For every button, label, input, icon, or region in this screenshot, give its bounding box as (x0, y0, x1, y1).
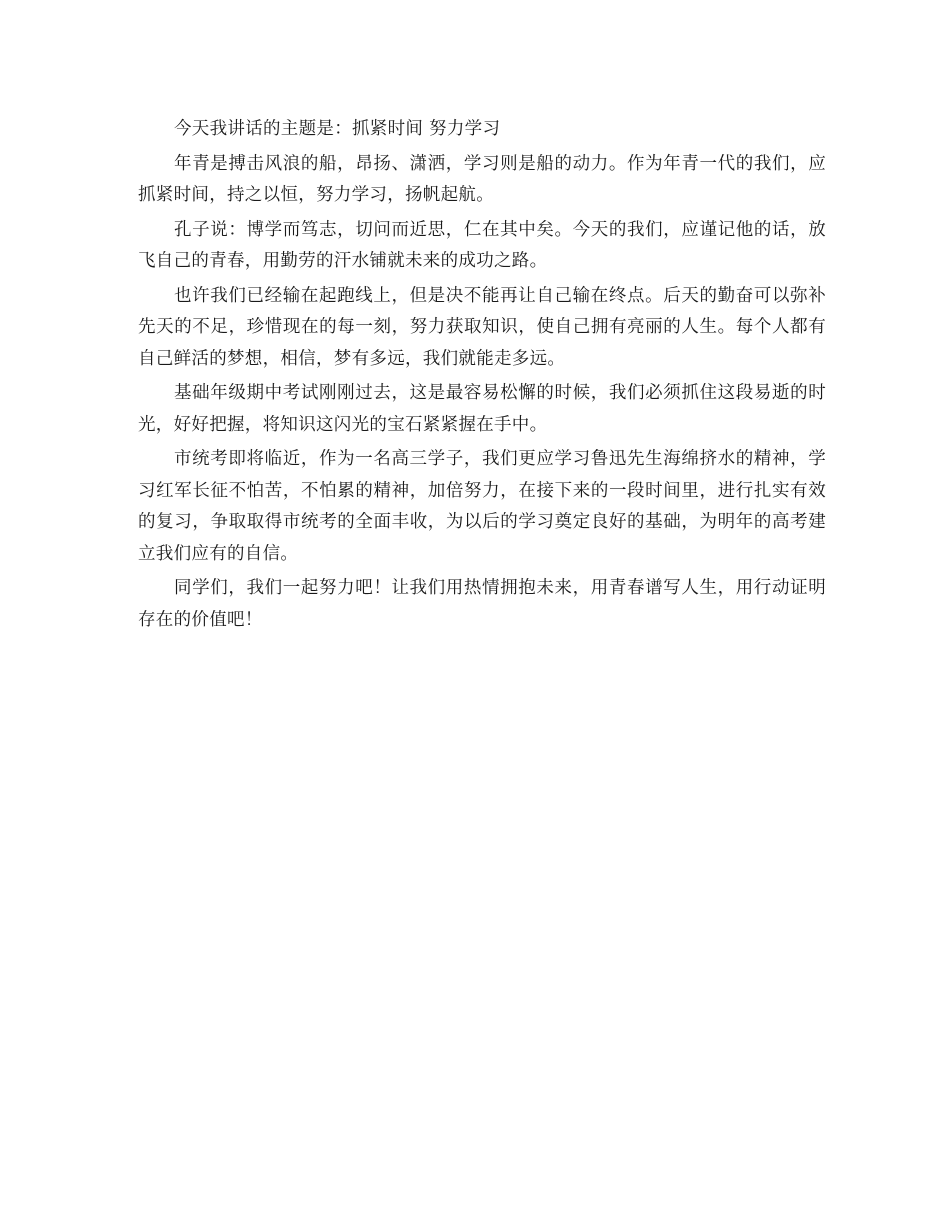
paragraph-youth: 年青是搏击风浪的船，昂扬、潇洒，学习则是船的动力。作为年青一代的我们，应抓紧时间，持之以恒，努力学习，扬帆起航。 (138, 153, 826, 205)
paragraph-exam: 市统考即将临近，作为一名高三学子，我们更应学习鲁迅先生海绵挤水的精神，学习红军长征不怕苦，不怕累的精神，加倍努力，在接下来的一段时间里，进行扎实有效的复习，争取取得市统考的全面丰收，为以后的学习奠定良好的基础，为明年的高考建立我们应有的自信。 (138, 449, 826, 564)
paragraph-confucius: 孔子说：博学而笃志，切问而近思，仁在其中矣。今天的我们，应谨记他的话，放飞自己的青春，用勤劳的汗水铺就未来的成功之路。 (138, 219, 826, 271)
paragraph-topic: 今天我讲话的主题是：抓紧时间 努力学习 (174, 119, 501, 139)
paragraph-diligence: 也许我们已经输在起跑线上，但是决不能再让自己输在终点。后天的勤奋可以弥补先天的不足，珍惜现在的每一刻，努力获取知识，使自己拥有亮丽的人生。每个人都有自己鲜活的梦想，相信，梦有多远，我们就能走多远。 (138, 285, 826, 369)
paragraph-midterm: 基础年级期中考试刚刚过去，这是最容易松懈的时候，我们必须抓住这段易逝的时光，好好把握，将知识这闪光的宝石紧紧握在手中。 (138, 383, 826, 435)
document-body (138, 114, 826, 639)
paragraph-closing: 同学们，我们一起努力吧！让我们用热情拥抱未来，用青春谱写人生，用行动证明存在的价值吧！ (138, 578, 826, 630)
